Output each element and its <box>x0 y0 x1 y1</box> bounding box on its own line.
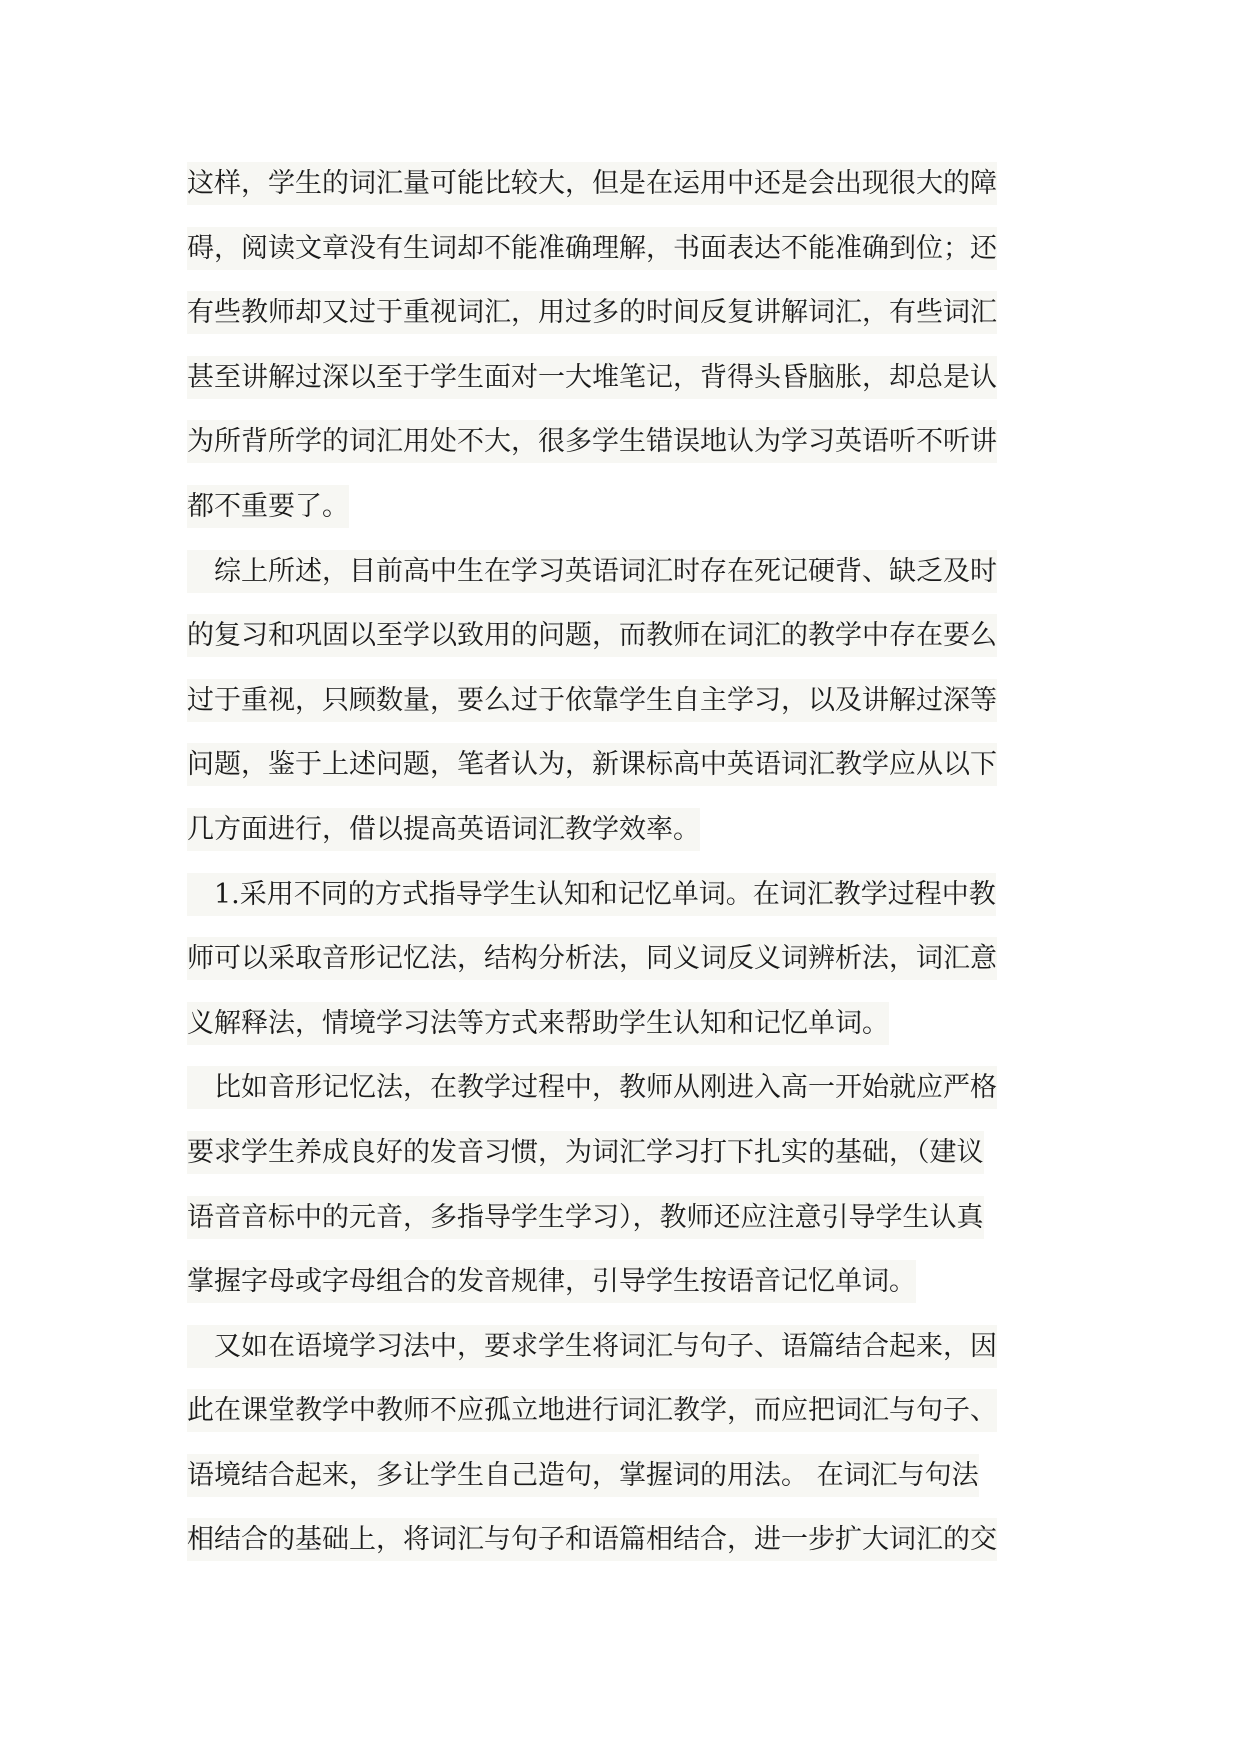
paragraph-vocabulary-problems <box>187 152 1057 540</box>
text-line: 这样，学生的词汇量可能比较大，但是在运用中还是会出现很大的障 <box>187 152 1057 217</box>
text-line: 过于重视，只顾数量，要么过于依靠学生自主学习，以及讲解过深等 <box>187 669 1057 734</box>
text-line: 语境结合起来，多让学生自己造句，掌握词的用法。 在词汇与句法 <box>187 1444 1057 1509</box>
text-line: 甚至讲解过深以至于学生面对一大堆笔记，背得头昏脑胀，却总是认 <box>187 346 1057 411</box>
text-line: 要求学生养成良好的发音习惯，为词汇学习打下扎实的基础，（建议 <box>187 1121 1057 1186</box>
text-line: 师可以采取音形记忆法，结构分析法，同义词反义词辨析法，词汇意 <box>187 927 1057 992</box>
text-line: 义解释法，情境学习法等方式来帮助学生认知和记忆单词。 <box>187 992 1057 1057</box>
text-line: 相结合的基础上，将词汇与句子和语篇相结合，进一步扩大词汇的交 <box>187 1508 1057 1573</box>
text-line: 语音音标中的元音，多指导学生学习），教师还应注意引导学生认真 <box>187 1186 1057 1251</box>
text-line: 几方面进行，借以提高英语词汇教学效率。 <box>187 798 1057 863</box>
text-line: 有些教师却又过于重视词汇，用过多的时间反复讲解词汇，有些词汇 <box>187 281 1057 346</box>
text-line: 此在课堂教学中教师不应孤立地进行词汇教学，而应把词汇与句子、 <box>187 1379 1057 1444</box>
text-line: 问题，鉴于上述问题，笔者认为，新课标高中英语词汇教学应从以下 <box>187 733 1057 798</box>
paragraph-context-learning <box>187 1315 1057 1573</box>
text-line: 综上所述，目前高中生在学习英语词汇时存在死记硬背、缺乏及时 <box>187 540 1057 605</box>
text-line: 为所背所学的词汇用处不大，很多学生错误地认为学习英语听不听讲 <box>187 410 1057 475</box>
text-line: 比如音形记忆法，在教学过程中，教师从刚进入高一开始就应严格 <box>187 1056 1057 1121</box>
text-line: 又如在语境学习法中，要求学生将词汇与句子、语篇结合起来，因 <box>187 1315 1057 1380</box>
text-line: 碍，阅读文章没有生词却不能准确理解，书面表达不能准确到位；还 <box>187 217 1057 282</box>
document-body <box>187 152 1057 1573</box>
paragraph-summary <box>187 540 1057 863</box>
paragraph-sound-form-memory <box>187 1056 1057 1314</box>
text-line: 掌握字母或字母组合的发音规律，引导学生按语音记忆单词。 <box>187 1250 1057 1315</box>
paragraph-method-1 <box>187 863 1057 1057</box>
text-line: 都不重要了。 <box>187 475 1057 540</box>
text-line: 的复习和巩固以至学以致用的问题，而教师在词汇的教学中存在要么 <box>187 604 1057 669</box>
text-line: 1.采用不同的方式指导学生认知和记忆单词。在词汇教学过程中教 <box>187 863 1057 928</box>
